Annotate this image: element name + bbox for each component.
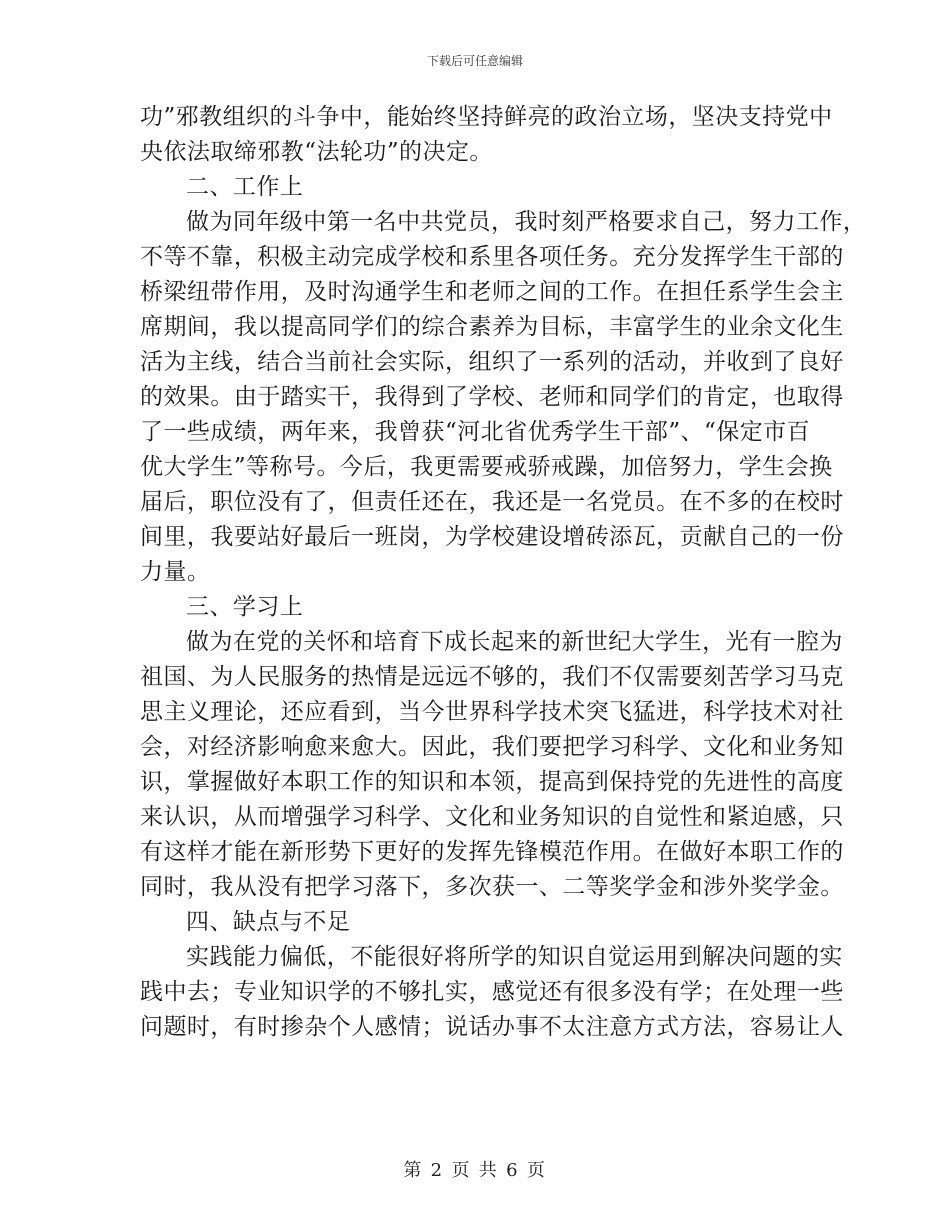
text-line: 实践能力偏低，不能很好将所学的知识自觉运用到解决问题的实 xyxy=(186,944,843,970)
text-line: 识，掌握做好本职工作的知识和本领，提高到保持党的先进性的高度 xyxy=(140,769,844,795)
text-line: 问题时，有时掺杂个人感情；说话办事不太注意方式方法，容易让人 xyxy=(140,1014,844,1040)
text-line: 届后，职位没有了，但责任还在，我还是一名党员。在不多的在校时 xyxy=(140,489,844,515)
text-line: 央依法取缔邪教“法轮功”的决定。 xyxy=(140,139,493,165)
text-line: 优大学生”等称号。今后，我更需要戒骄戒躁，加倍努力，学生会换 xyxy=(140,454,833,480)
text-line: 桥梁纽带作用，及时沟通学生和老师之间的工作。在担任系学生会主 xyxy=(140,279,844,305)
section-heading: 四、缺点与不足 xyxy=(186,909,351,935)
document-body xyxy=(140,100,867,1045)
text-line: 来认识，从而增强学习科学、文化和业务知识的自觉性和紧迫感，只 xyxy=(140,804,844,830)
text-line: 了一些成绩，两年来，我曾获“河北省优秀学生干部”、“保定市百 xyxy=(140,419,811,445)
text-line: 间里，我要站好最后一班岗，为学校建设增砖添瓦，贡献自己的一份 xyxy=(140,524,844,550)
text-line: 有这样才能在新形势下更好的发挥先锋模范作用。在做好本职工作的 xyxy=(140,839,844,865)
text-line: 会，对经济影响愈来愈大。因此，我们要把学习科学、文化和业务知 xyxy=(140,734,844,760)
text-line: 思主义理论，还应看到，当今世界科学技术突飞猛进，科学技术对社 xyxy=(140,699,844,725)
text-line: 做为同年级中第一名中共党员，我时刻严格要求自己，努力工作， xyxy=(186,209,867,235)
page-footer: 第 2 页 共 6 页 xyxy=(403,1160,547,1181)
text-line: 功”邪教组织的斗争中，能始终坚持鲜亮的政治立场，坚决支持党中 xyxy=(140,104,833,130)
text-line: 祖国、为人民服务的热情是远远不够的，我们不仅需要刻苦学习马克 xyxy=(140,664,844,690)
text-line: 活为主线，结合当前社会实际，组织了一系列的活动，并收到了良好 xyxy=(140,349,844,375)
text-line: 的效果。由于踏实干，我得到了学校、老师和同学们的肯定，也取得 xyxy=(140,384,844,410)
page-header: 下载后可任意编辑 xyxy=(426,54,523,68)
text-line: 同时，我从没有把学习落下，多次获一、二等奖学金和涉外奖学金。 xyxy=(140,874,844,900)
text-line: 不等不靠，积极主动完成学校和系里各项任务。充分发挥学生干部的 xyxy=(140,244,844,270)
text-line: 践中去；专业知识学的不够扎实，感觉还有很多没有学；在处理一些 xyxy=(140,979,844,1005)
section-heading: 二、工作上 xyxy=(186,174,304,200)
text-line: 力量。 xyxy=(140,559,211,585)
text-line: 做为在党的关怀和培育下成长起来的新世纪大学生，光有一腔为 xyxy=(186,629,843,655)
section-heading: 三、学习上 xyxy=(186,594,304,620)
text-line: 席期间，我以提高同学们的综合素养为目标，丰富学生的业余文化生 xyxy=(140,314,844,340)
